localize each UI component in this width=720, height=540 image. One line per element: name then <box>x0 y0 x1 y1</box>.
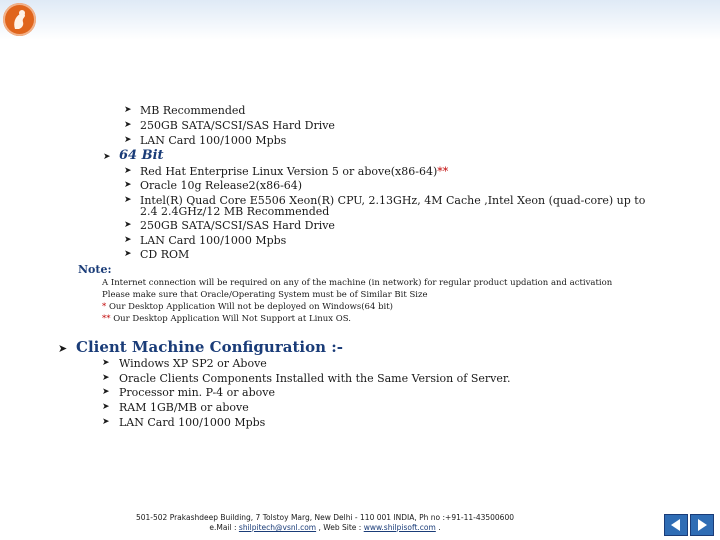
client-item: Processor min. P-4 or above <box>119 386 275 399</box>
arrow-bullet-icon: ➤ <box>58 342 68 355</box>
server-64bit-item: LAN Card 100/1000 Mpbs <box>140 234 287 247</box>
server-64bit-item: CD ROM <box>140 248 190 261</box>
server-32bit-item: LAN Card 100/1000 Mpbs <box>140 134 287 147</box>
heading-64bit: 64 Bit <box>119 148 164 163</box>
arrow-bullet-icon: ➤ <box>103 152 111 162</box>
arrow-bullet-icon: ➤ <box>124 220 132 230</box>
note-line: Please make sure that Oracle/Operating System must be of Similar Bit Size <box>102 290 428 300</box>
arrow-bullet-icon: ➤ <box>124 195 132 205</box>
server-64bit-item: Oracle 10g Release2(x86-64) <box>140 179 303 192</box>
website-link[interactable]: www.shilpisoft.com <box>363 523 436 532</box>
company-logo <box>3 3 36 36</box>
server-64bit-item: Red Hat Enterprise Linux Version 5 or above(x86-64)** <box>140 165 449 178</box>
arrow-bullet-icon: ➤ <box>124 180 132 190</box>
client-item: Windows XP SP2 or Above <box>119 357 267 370</box>
prev-arrow-icon <box>665 515 687 535</box>
header-band <box>0 0 720 40</box>
note-line: ** Our Desktop Application Will Not Support at Linux OS. <box>102 314 351 324</box>
arrow-bullet-icon: ➤ <box>124 120 132 130</box>
arrow-bullet-icon: ➤ <box>124 135 132 145</box>
arrow-bullet-icon: ➤ <box>102 358 110 368</box>
note-label: Note: <box>78 263 112 276</box>
arrow-bullet-icon: ➤ <box>102 402 110 412</box>
next-arrow-icon <box>691 515 713 535</box>
arrow-bullet-icon: ➤ <box>102 387 110 397</box>
server-32bit-item: 250GB SATA/SCSI/SAS Hard Drive <box>140 119 335 132</box>
email-link[interactable]: shilpitech@vsnl.com <box>238 523 317 532</box>
footer <box>0 513 650 533</box>
client-config-heading: Client Machine Configuration :- <box>76 338 343 356</box>
arrow-bullet-icon: ➤ <box>102 417 110 427</box>
note-line: * Our Desktop Application Will not be deployed on Windows(64 bit) <box>102 302 393 312</box>
footnote-mark: ** <box>437 165 449 178</box>
note-line: A Internet connection will be required on any of the machine (in network) for regular product updation and activation <box>102 278 613 288</box>
client-item: LAN Card 100/1000 Mpbs <box>119 416 266 429</box>
footer-contact: e.Mail : shilpitech@vsnl.com , Web Site : www.shilpisoft.com . <box>209 523 441 532</box>
server-64bit-item-continued: 2.4 2.4GHz/12 MB Recommended <box>140 205 330 218</box>
client-item: RAM 1GB/MB or above <box>119 401 249 414</box>
arrow-bullet-icon: ➤ <box>124 249 132 259</box>
server-64bit-item: 250GB SATA/SCSI/SAS Hard Drive <box>140 219 335 232</box>
server-32bit-item: MB Recommended <box>140 104 246 117</box>
footer-address: 501-502 Prakashdeep Building, 7 Tolstoy Marg, New Delhi - 110 001 INDIA, Ph no :+91-11-43500600 <box>135 513 515 522</box>
next-slide-button[interactable] <box>690 514 714 536</box>
arrow-bullet-icon: ➤ <box>102 373 110 383</box>
prev-slide-button[interactable] <box>664 514 688 536</box>
arrow-bullet-icon: ➤ <box>124 235 132 245</box>
client-item: Oracle Clients Components Installed with the Same Version of Server. <box>119 372 511 385</box>
arrow-bullet-icon: ➤ <box>124 166 132 176</box>
server-64bit-item: Intel(R) Quad Core E5506 Xeon(R) CPU, 2.13GHz, 4M Cache ,Intel Xeon (quad-core) up to <box>140 194 646 207</box>
arrow-bullet-icon: ➤ <box>124 105 132 115</box>
